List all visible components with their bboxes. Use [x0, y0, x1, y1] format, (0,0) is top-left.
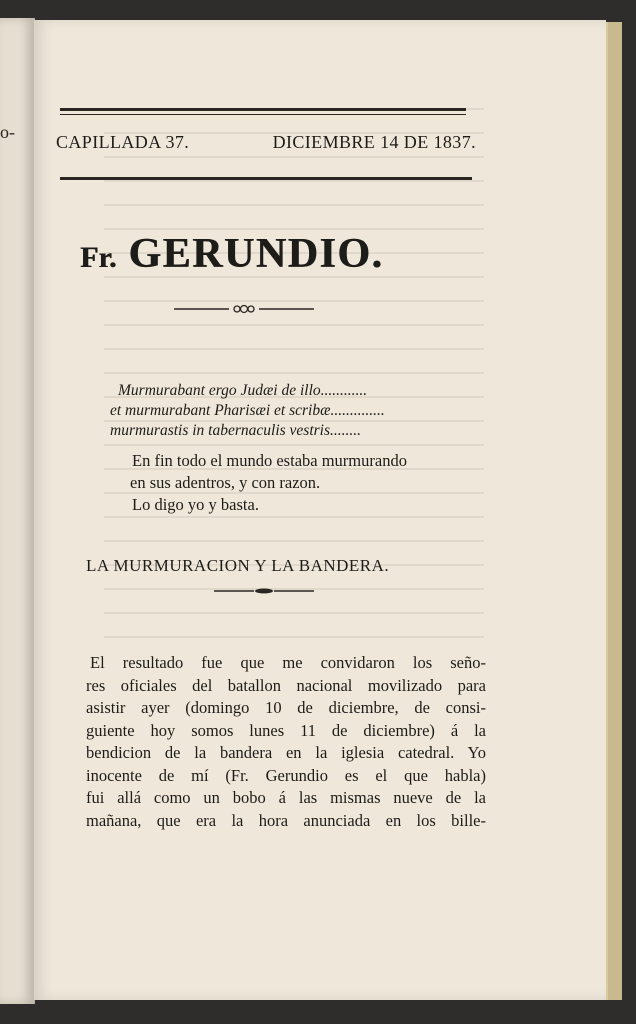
body-line: asistir ayer (domingo 10 de diciembre, de consi- — [86, 698, 486, 717]
small-ornament-icon — [214, 586, 314, 596]
epigraph-line: et murmurabant Pharisæi et scribæ.............. — [110, 402, 385, 419]
body-line: inocente de mí (Fr. Gerundio es el que habla) — [86, 765, 486, 785]
title-name: GERUNDIO. — [128, 231, 384, 277]
epigraph-line: Murmurabant ergo Judæi de illo............ — [118, 382, 368, 399]
issue-header — [56, 132, 476, 153]
issue-number: CAPILLADA 37. — [56, 132, 190, 152]
body-line: fui allá como un bobo á las mismas nueve de la — [86, 788, 486, 807]
comment-line: en sus adentros, y con razon. — [130, 473, 321, 492]
section-title: LA MURMURACION Y LA BANDERA. — [86, 556, 390, 575]
body-line: El resultado fue que me convidaron los seño- — [90, 653, 486, 672]
latin-epigraph — [110, 381, 480, 441]
body-line: bendicion de la bandera en la iglesia catedral. Yo — [86, 743, 486, 762]
page-edge — [606, 22, 622, 1000]
left-page-fragment: o- — [0, 122, 15, 142]
epigraph-comment — [132, 450, 492, 516]
comment-line: En fin todo el mundo estaba murmurando — [132, 451, 407, 470]
epigraph-line: murmurastis in tabernaculis vestris........ — [110, 422, 362, 439]
body-line: guiente hoy somos lunes 11 de diciembre) á la — [86, 720, 486, 740]
body-line: res oficiales del batallon nacional movilizado para — [86, 675, 486, 695]
ornament-divider-icon — [174, 304, 314, 314]
issue-date: DICIEMBRE 14 DE 1837. — [272, 132, 476, 152]
left-page-edge — [0, 18, 35, 1004]
header-rule-double — [60, 108, 466, 118]
header-rule-thick — [60, 177, 472, 180]
body-line: mañana, que era la hora anunciada en los bille- — [86, 810, 486, 830]
article-body — [86, 652, 486, 832]
masthead-title — [80, 230, 480, 278]
comment-line: Lo digo yo y basta. — [132, 495, 259, 514]
document-page — [34, 20, 606, 1000]
title-prefix: Fr. — [80, 241, 117, 274]
